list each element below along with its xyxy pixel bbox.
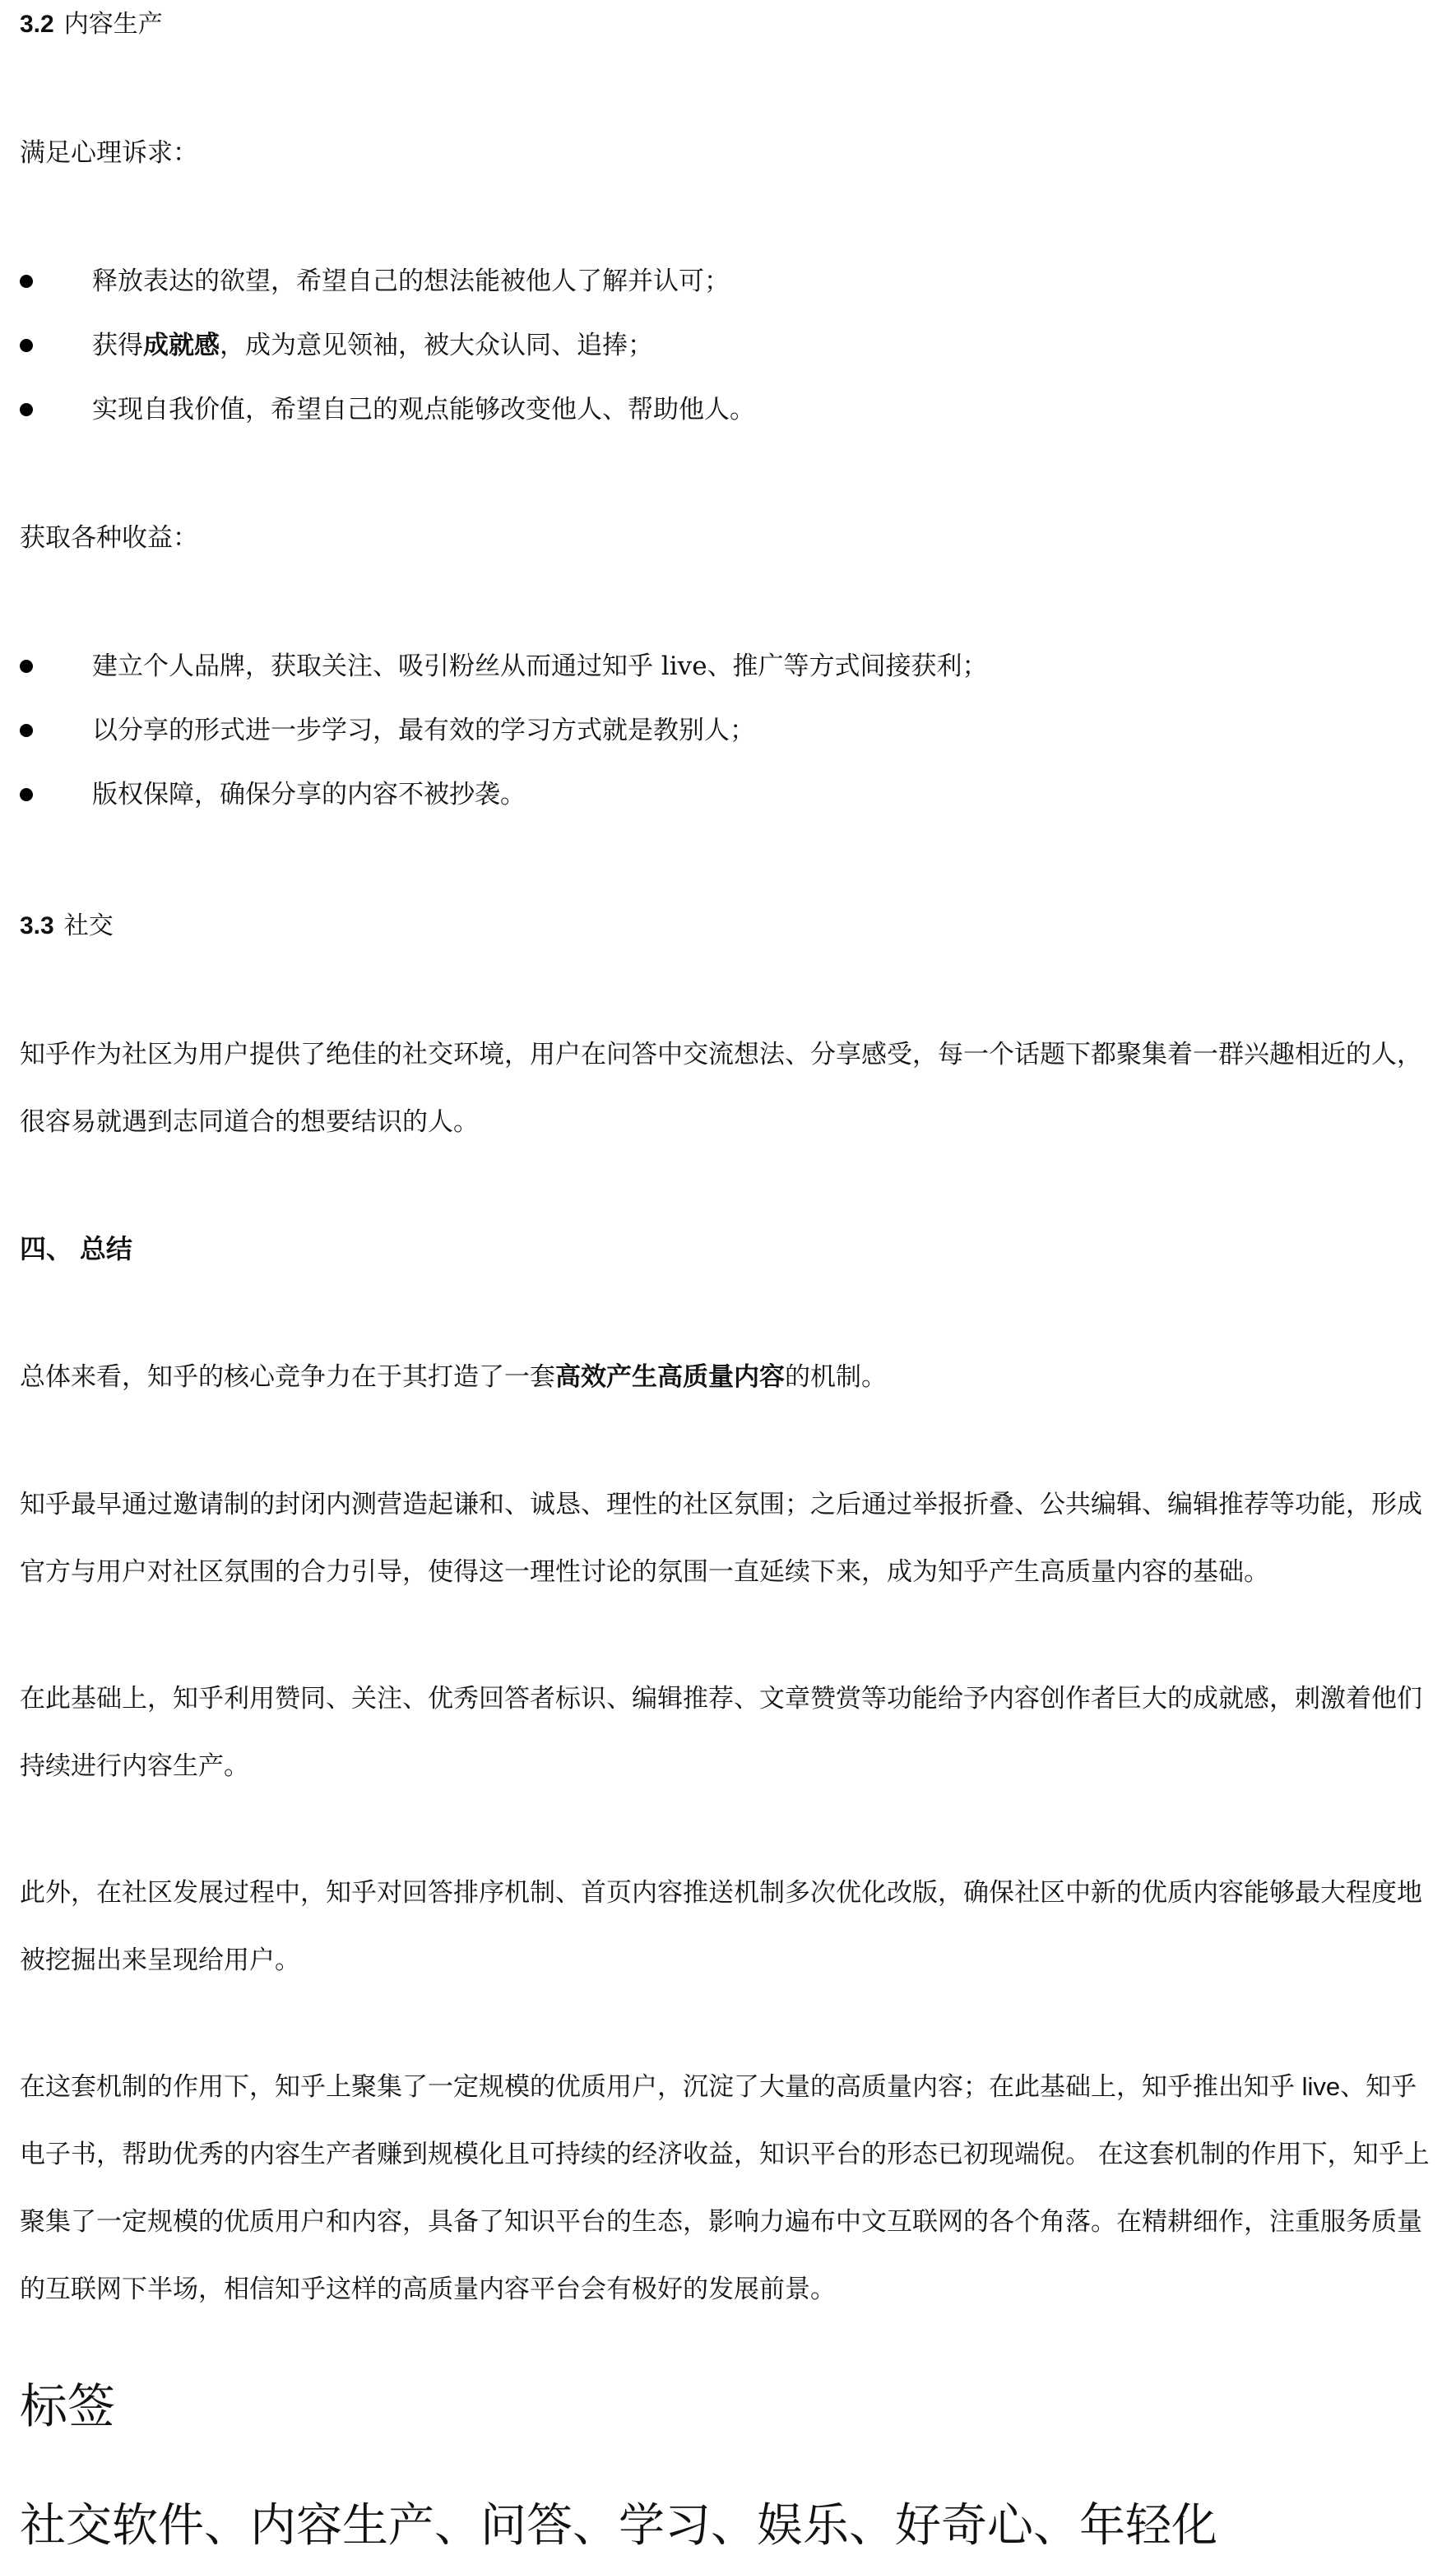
text-segment: 获得 [92,331,143,360]
tags-heading: 标签 [20,2378,116,2434]
bullet-icon [20,788,33,801]
paragraph: 知乎最早通过邀请制的封闭内测营造起谦和、诚恳、理性的社区氛围；之后通过举报折叠、公共编辑、编辑推荐等功能，形成官方与用户对社区氛围的合力引导，使得这一理性讨论的氛围一直延续下来，成为知乎产生高质量内容的基础。 [20,1490,1422,1586]
paragraph: 在此基础上，知乎利用赞同、关注、优秀回答者标识、编辑推荐、文章赞赏等功能给予内容创作者巨大的成就感，刺激着他们持续进行内容生产。 [20,1684,1422,1780]
bullet-icon [20,275,33,288]
paragraph: 在这套机制的作用下，知乎上聚集了一定规模的优质用户，沉淀了大量的高质量内容；在此基础上，知乎推出知乎 live、知乎电子书，帮助优秀的内容生产者赚到规模化且可持续的经济收益，知识平台的形态已初现端倪。 在这套机制的作用下，知乎上聚集了一定规模的优质用户和内容，具备了知识平台的生态，影响力遍布中文互联网的各个角落。在精耕细作，注重服务质量的互联网下半场，相信知乎这样的高质量内容平台会有极好的发展前景。 [20,2072,1430,2303]
section-number: 3.3 [20,912,54,939]
section-4-heading: 四、 总结 [20,1234,132,1264]
section-title: 内容生产 [63,10,163,39]
benefit-label: 获取各种收益： [20,523,198,553]
list-item-text: 释放表达的欲望，希望自己的想法能被他人了解并认可； [92,267,730,296]
list-item-text: 版权保障，确保分享的内容不被抄袭。 [92,780,526,809]
section-3-3-heading [20,911,114,941]
list-item-text: 建立个人品牌，获取关注、吸引粉丝从而通过知乎 live、推广等方式间接获利； [92,652,988,681]
section-3-3-body-line: 很容易就遇到志同道合的想要结识的人。 [20,1107,479,1137]
text-segment: ，成为意见领袖，被大众认同、追捧； [220,331,653,360]
bold-text: 高效产生高质量内容 [555,1362,785,1391]
list-item-text [92,329,653,362]
section-number: 3.2 [20,11,54,38]
section-3-3-body-line: 知乎作为社区为用户提供了绝佳的社交环境，用户在问答中交流想法、分享感受，每一个话题下都聚集着一群兴趣相近的人， [20,1040,1422,1069]
bullet-icon [20,724,33,737]
psych-label: 满足心理诉求： [20,138,198,168]
text-segment: 的机制。 [785,1362,887,1391]
bullet-icon [20,339,33,352]
section-title: 社交 [63,911,114,940]
section-3-2-heading [20,10,163,39]
bullet-icon [20,403,33,416]
paragraph: 此外，在社区发展过程中，知乎对回答排序机制、首页内容推送机制多次优化改版，确保社区中新的优质内容能够最大程度地被挖掘出来呈现给用户。 [20,1878,1422,1974]
list-item-text: 实现自我价值，希望自己的观点能够改变他人、帮助他人。 [92,395,755,424]
bullet-icon [20,660,33,673]
bold-text: 成就感 [143,331,220,359]
tags-list: 社交软件、内容生产、问答、学习、娱乐、好奇心、年轻化 [20,2499,1217,2553]
text-segment: 总体来看，知乎的核心竞争力在于其打造了一套 [20,1362,555,1391]
list-item-text: 以分享的形式进一步学习，最有效的学习方式就是教别人； [92,716,755,745]
summary-paragraph [20,1361,887,1394]
